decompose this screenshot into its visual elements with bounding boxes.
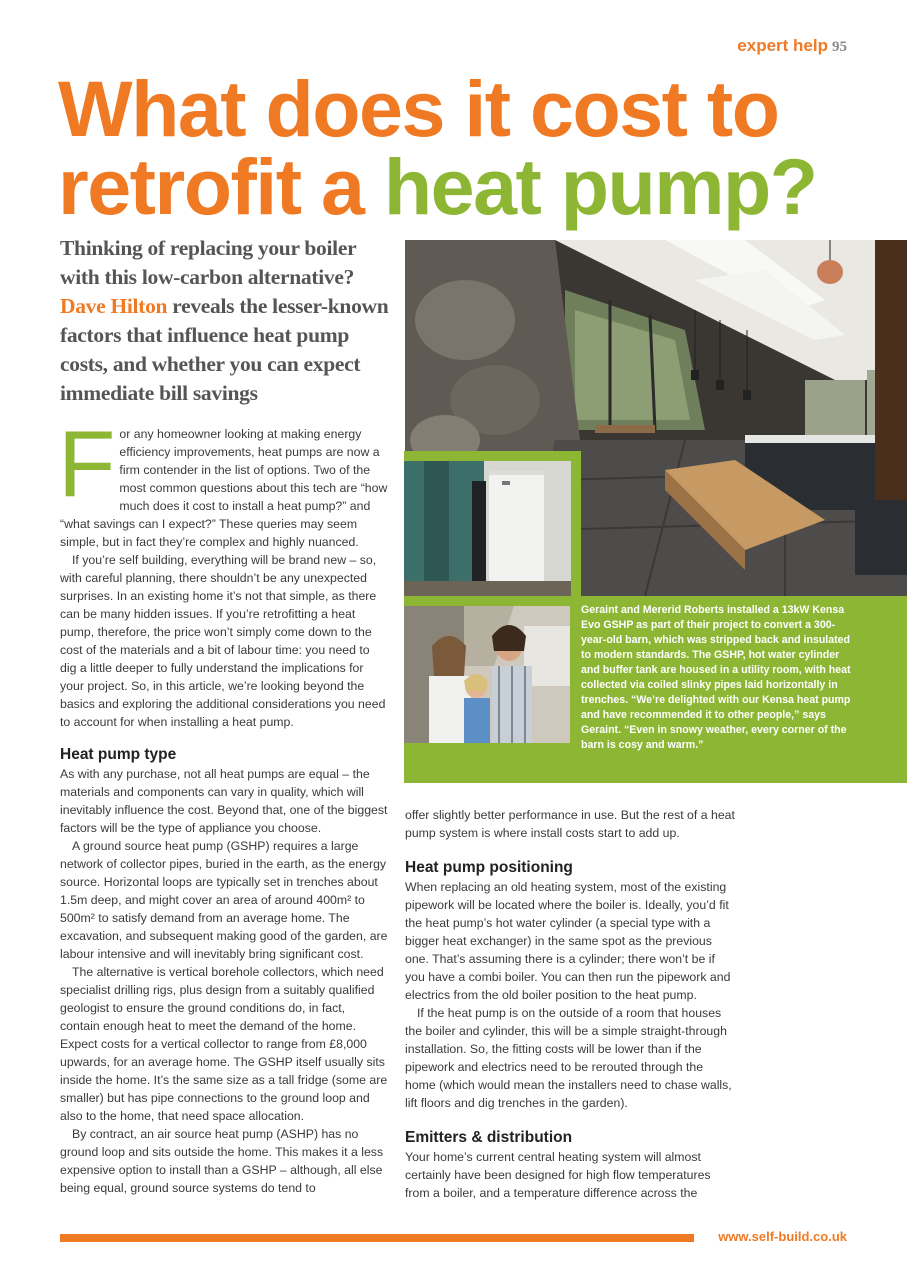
paragraph: A ground source heat pump (GSHP) requires a large network of collector pipes, buried in the earth, as the energy source. Horizontal loops are typically set in trenches about 1.5m deep, and might cover an area of around 400m² to 500m² to satisfy demand from an average home. The excavation, and subsequent making good of the garden, are labour intensive and will inevitably bring significant cost. xyxy=(60,839,388,961)
paragraph: As with any purchase, not all heat pumps are equal – the materials and components can vary in quality, which will inevitably influence the cost. Beyond that, one of the biggest factors will be the type of appliance you choose. xyxy=(60,767,388,835)
paragraph: The alternative is vertical borehole collectors, which need specialist drilling rigs, plus design from a suitably qualified geologist to ensure the ground conditions do, in fact, contain enough heat to meet the demand of the home. Expect costs for a vertical collector to range from £8,000 upwards, for an average home. The GSHP itself usually sits inside the home. It’s the same size as a tall fridge (some are smaller) but has pipe connections to the ground loop and also to the home, that need space allocation. xyxy=(60,965,388,1123)
dropcap: F xyxy=(58,411,116,516)
footer-rule xyxy=(60,1234,694,1242)
subheading-heat-pump-positioning: Heat pump positioning xyxy=(405,859,573,876)
footer-website-link[interactable]: www.self-build.co.uk xyxy=(718,1229,847,1244)
article-column-left xyxy=(58,411,388,1197)
paragraph-intro: For any homeowner looking at making energy efficiency improvements, heat pumps are now a firm contender in the list of options. Two of the most common questions about this tech are “how much does it cost to install a heat pump?” and “what savings can I expect?” These queries may seem simple, but in fact they’re complex and highly nuanced. xyxy=(58,411,388,549)
author-name: Dave Hilton xyxy=(60,294,168,318)
section-tag xyxy=(737,36,847,56)
paragraph: Your home’s current central heating system will almost certainly have been designed for high flow temperatures from a boiler, and a temperature difference across the xyxy=(405,1150,711,1200)
paragraph: If the heat pump is on the outside of a room that houses the boiler and cylinder, this will be a simple straight-through installation. So, the fitting costs will be lower than if the pipework and electrics need to be rerouted through the home (which would mean the installers need to chase walls, lift floors and dig trenches in the garden). xyxy=(405,1006,732,1110)
paragraph: When replacing an old heating system, most of the existing pipework will be located where the boiler is. Ideally, you’d fit the heat pump’s hot water cylinder (a special type with a bigger heat exchanger) in the same spot as the previous one. That’s assuming there is a cylinder; there won’t be if you have a combi boiler. You can then run the pipework and electrics from the old boiler position to the heat pump. xyxy=(405,880,731,1002)
paragraph: If you’re self building, everything will be brand new – so, with careful planning, there shouldn’t be any unexpected surprises. In an existing home it’s not that simple, as there can be many hidden issues. If you’re retrofitting a heat pump, therefore, the price won’t simply come down to the cost of the materials and a bit of labour time: you need to dig a little deeper to fully understand the implications for your project. So, in this article, we’re looking beyond the basics and exploring the additional considerations you need to account for when installing a heat pump. xyxy=(60,553,386,729)
photo-inset-frame xyxy=(404,451,581,596)
photo-caption: Geraint and Mererid Roberts installed a 13kW Kensa Evo GSHP as part of their project to convert a 300-year-old barn, which was stripped back and insulated to modern standards. The GSHP, hot water cylinder and buffer tank are housed in a utility room, with heat collected via coiled slinky pipes laid horizontally in trenches. “We’re delighted with our Kensa heat pump and have recommended it to other people,” says Geraint. “Even in snowy weather, every corner of the barn is cosy and warm.” xyxy=(581,604,851,751)
headline-part2: heat pump? xyxy=(383,142,817,231)
photo-family xyxy=(404,606,570,743)
article-column-right xyxy=(405,806,735,1202)
standfirst xyxy=(60,234,390,408)
subheading-heat-pump-type: Heat pump type xyxy=(60,746,177,763)
paragraph: By contract, an air source heat pump (ASHP) has no ground loop and sits outside the home. This makes it a less expensive option to install than a GSHP – although, all else being equal, ground source systems do tend to xyxy=(60,1127,384,1195)
section-label: expert help xyxy=(737,36,828,55)
paragraph: offer slightly better performance in use. But the rest of a heat pump system is where install costs start to add up. xyxy=(405,808,735,840)
standfirst-rest: reveals the lesser-known factors that influence heat pump costs, and whether you can expect immediate bill savings xyxy=(60,294,389,405)
photo-heat-pump-unit xyxy=(404,461,571,596)
headline-part1: What does it cost to retrofit a xyxy=(58,64,779,231)
subheading-emitters-distribution: Emitters & distribution xyxy=(405,1129,573,1146)
page-number: 95 xyxy=(832,39,847,55)
article-headline xyxy=(58,64,878,231)
standfirst-intro: Thinking of replacing your boiler with this low-carbon alternative? xyxy=(60,236,356,289)
